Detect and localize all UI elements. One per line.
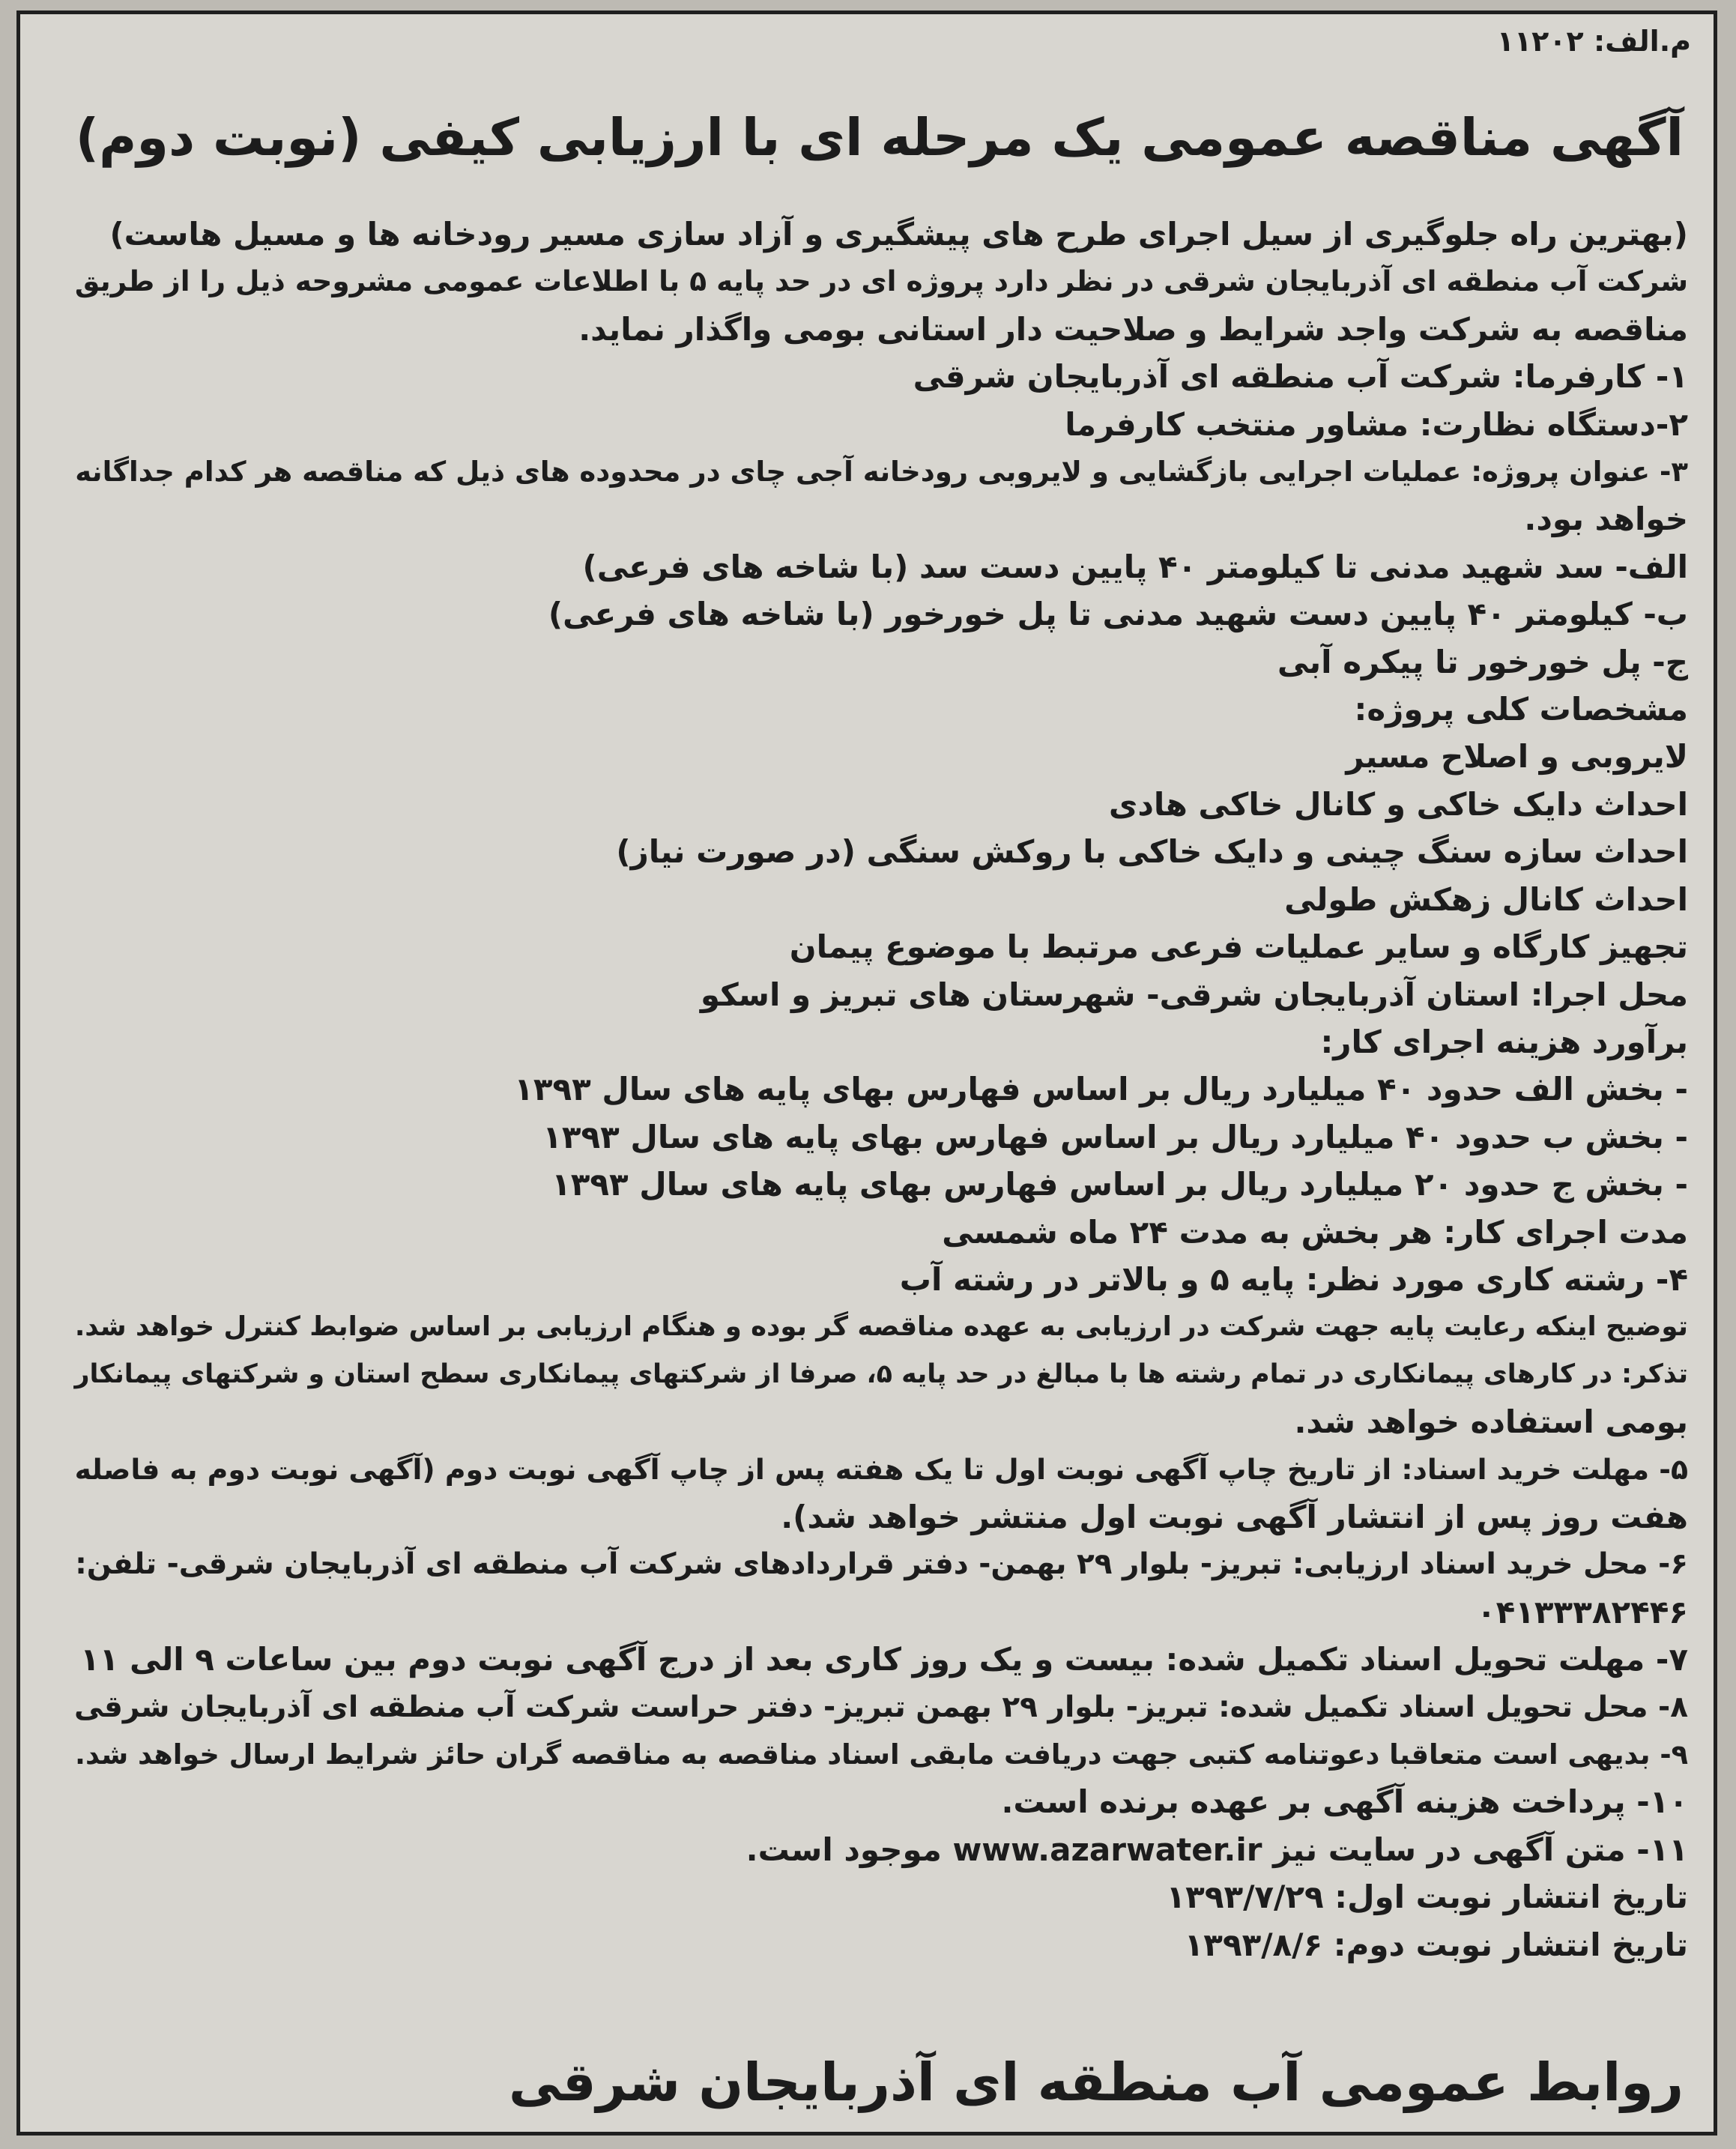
notice-line: ۲-دستگاه نظارت: مشاور منتخب کارفرما bbox=[1065, 405, 1688, 443]
notice-line: ۱۰- پرداخت هزینه آگهی بر عهده برنده است. bbox=[1001, 1783, 1688, 1821]
notice-line: ج- پل خورخور تا پیکره آبی bbox=[1277, 643, 1688, 680]
notice-line: ۰۴۱۳۳۳۸۲۴۴۶ bbox=[1477, 1593, 1688, 1630]
notice-line: ۱- کارفرما: شرکت آب منطقه ای آذربایجان شرقی bbox=[913, 358, 1688, 396]
notice-line: تاریخ انتشار نوبت اول: ۱۳۹۳/۷/۲۹ bbox=[1166, 1879, 1688, 1916]
notice-line: مشخصات کلی پروژه: bbox=[1354, 691, 1688, 728]
notice-line: ۷- مهلت تحویل اسناد تکمیل شده: بیست و یک روز کاری بعد از درج آگهی نوبت دوم بین ساعات ۹ الی ۱۱ bbox=[80, 1641, 1688, 1678]
publisher-signature: روابط عمومی آب منطقه ای آذربایجان شرقی bbox=[508, 2052, 1684, 2113]
notice-line: ب- کیلومتر ۴۰ پایین دست شهید مدنی تا پل خورخور (با شاخه های فرعی) bbox=[548, 596, 1688, 633]
notice-line: برآورد هزینه اجرای کار: bbox=[1320, 1023, 1688, 1060]
notice-line: تجهیز کارگاه و سایر عملیات فرعی مرتبط با موضوع پیمان bbox=[789, 928, 1688, 966]
notice-line: احداث سازه سنگ چینی و دایک خاکی با روکش سنگی (در صورت نیاز) bbox=[616, 833, 1688, 871]
notice-line: بومی استفاده خواهد شد. bbox=[1294, 1403, 1688, 1441]
notice-title: آگهی مناقصه عمومی یک مرحله ای با ارزیابی کیفی (نوبت دوم) bbox=[75, 108, 1684, 168]
notice-line: ۹- بدیهی است متعاقبا دعوتنامه کتبی جهت دریافت مابقی اسناد مناقصه به مناقصه گران حائز شرایط ارسال خواهد شد. bbox=[75, 1738, 1688, 1771]
notice-line: ۱۱- متن آگهی در سایت نیز www.azarwater.ir موجود است. bbox=[745, 1831, 1688, 1868]
notice-line: هفت روز پس از انتشار آگهی نوبت اول منتشر خواهد شد). bbox=[781, 1498, 1688, 1535]
notice-body bbox=[41, 211, 1688, 1968]
notice-line: - بخش ج حدود ۲۰ میلیارد ریال بر اساس فهارس بهای پایه های سال ۱۳۹۳ bbox=[551, 1166, 1688, 1203]
notice-line: الف- سد شهید مدنی تا کیلومتر ۴۰ پایین دست سد (با شاخه های فرعی) bbox=[582, 548, 1688, 585]
notice-line: مناقصه به شرکت واجد شرایط و صلاحیت دار استانی بومی واگذار نماید. bbox=[578, 310, 1688, 348]
notice-line: - بخش الف حدود ۴۰ میلیارد ریال بر اساس فهارس بهای پایه های سال ۱۳۹۳ bbox=[514, 1071, 1688, 1108]
notice-line: تاریخ انتشار نوبت دوم: ۱۳۹۳/۸/۶ bbox=[1184, 1926, 1688, 1963]
notice-line: (بهترین راه جلوگیری از سیل اجرای طرح های پیشگیری و آزاد سازی مسیر رودخانه ها و مسیل هاست) bbox=[109, 216, 1688, 253]
notice-line: شرکت آب منطقه ای آذربایجان شرقی در نظر دارد پروژه ای در حد پایه ۵ با اطلاعات عمومی مشروحه ذیل را از طریق bbox=[74, 265, 1688, 298]
notice-line: ۸- محل تحویل اسناد تکمیل شده: تبریز- بلوار ۲۹ بهمن تبریز- دفتر حراست شرکت آب منطقه ای آذربایجان شرقی bbox=[74, 1690, 1688, 1724]
notice-line: محل اجرا: استان آذربایجان شرقی- شهرستان های تبریز و اسکو bbox=[700, 976, 1688, 1013]
notice-line: ۶- محل خرید اسناد ارزیابی: تبریز- بلوار ۲۹ بهمن- دفتر قراردادهای شرکت آب منطقه ای آذربایجان شرقی- تلفن: bbox=[75, 1547, 1688, 1582]
notice-line: احداث دایک خاکی و کانال خاکی هادی bbox=[1108, 785, 1688, 823]
notice-line: ۴- رشته کاری مورد نظر: پایه ۵ و بالاتر در رشته آب bbox=[899, 1260, 1688, 1298]
notice-line: مدت اجرای کار: هر بخش به مدت ۲۴ ماه شمسی bbox=[942, 1213, 1688, 1251]
notice-line: تذکر: در کارهای پیمانکاری در تمام رشته ها با مبالغ در حد پایه ۵، صرفا از شرکتهای پیمانکاری سطح استان و شرکتهای پیمانکار bbox=[74, 1358, 1688, 1389]
notice-line: خواهد بود. bbox=[1524, 501, 1688, 538]
notice-line: - بخش ب حدود ۴۰ میلیارد ریال بر اساس فهارس بهای پایه های سال ۱۳۹۳ bbox=[542, 1118, 1688, 1155]
notice-line: لایروبی و اصلاح مسیر bbox=[1346, 738, 1688, 776]
reference-number: م.الف: ۱۱۲۰۲ bbox=[1496, 25, 1691, 58]
notice-line: ۵- مهلت خرید اسناد: از تاریخ چاپ آگهی نوبت اول تا یک هفته پس از چاپ آگهی نوبت دوم (آگهی نوبت دوم به فاصله bbox=[74, 1452, 1688, 1486]
tender-notice bbox=[16, 10, 1717, 2136]
notice-line: ۳- عنوان پروژه: عملیات اجرایی بازگشایی و لایروبی رودخانه آجی چای در محدوده های ذیل که مناقصه هر کدام جداگانه bbox=[75, 456, 1688, 489]
notice-line: توضیح اینکه رعایت پایه جهت شرکت در ارزیابی به عهده مناقصه گر بوده و هنگام ارزیابی بر اساس ضوابط کنترل خواهد شد. bbox=[74, 1311, 1688, 1343]
notice-line: احداث کانال زهکش طولی bbox=[1284, 880, 1688, 918]
